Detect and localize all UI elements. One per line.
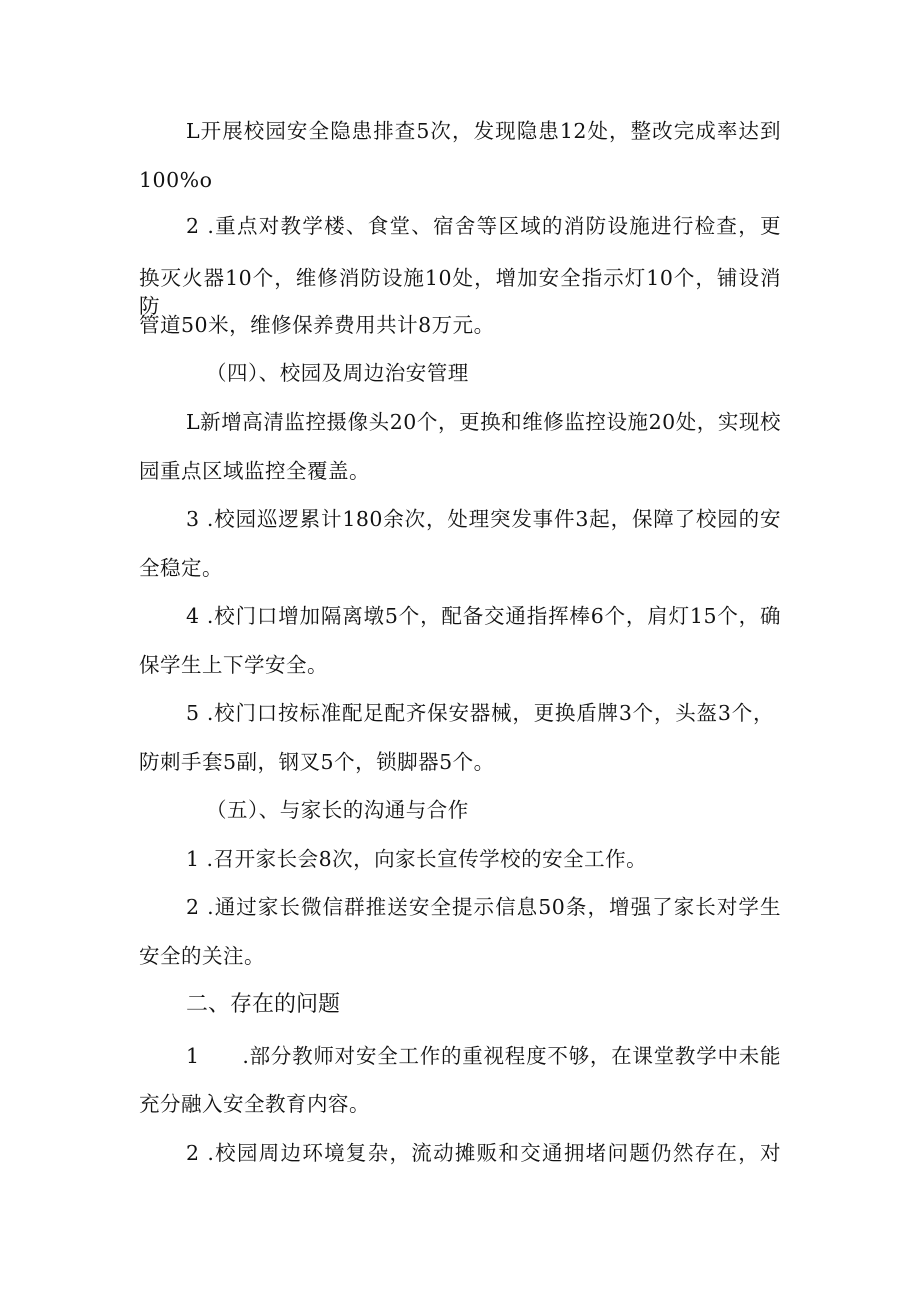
paragraph-line: 园重点区域监控全覆盖。	[139, 459, 370, 483]
section-title: （四）、校园及周边治安管理	[206, 361, 469, 385]
paragraph-line: 3 .校园巡逻累计180余次，处理突发事件3起，保障了校园的安	[186, 507, 781, 531]
paragraph-line: 2 .重点对教学楼、食堂、宿舍等区域的消防设施进行检查，更	[186, 214, 781, 238]
paragraph-line: L新增高清监控摄像头20个，更换和维修监控设施20处，实现校	[186, 410, 781, 434]
paragraph-line: 4 .校门口增加隔离墩5个，配备交通指挥棒6个，肩灯15个，确	[186, 604, 781, 628]
paragraph-line: 2 .校园周边环境复杂，流动摊贩和交通拥堵问题仍然存在，对	[186, 1141, 781, 1165]
paragraph-line: 5 .校门口按标准配足配齐保安器械，更换盾牌3个，头盔3个，	[186, 701, 774, 725]
paragraph-line: 全稳定。	[139, 556, 223, 580]
paragraph-line: L开展校园安全隐患排查5次，发现隐患12处，整改完成率达到	[186, 119, 781, 143]
paragraph-line: 1 .召开家长会8次，向家长宣传学校的安全工作。	[186, 847, 648, 871]
paragraph-line: 2 .通过家长微信群推送安全提示信息50条，增强了家长对学生	[186, 895, 781, 919]
paragraph-line: 充分融入安全教育内容。	[139, 1092, 370, 1116]
paragraph-line: 保学生上下学安全。	[139, 653, 328, 677]
section-heading: 二、存在的问题	[186, 992, 341, 1017]
paragraph-line: 100%o	[139, 168, 213, 192]
paragraph-line: 管道50米，维修保养费用共计8万元。	[139, 313, 495, 337]
paragraph-line: 换灭火器10个，维修消防设施10处，增加安全指示灯10个，铺设消防	[139, 266, 781, 318]
paragraph-line: 安全的关注。	[139, 944, 265, 968]
section-title: （五）、与家长的沟通与合作	[206, 798, 469, 822]
paragraph-line: 防刺手套5副，钢叉5个，锁脚器5个。	[139, 750, 495, 774]
paragraph-line: 1 .部分教师对安全工作的重视程度不够，在课堂教学中未能	[186, 1044, 781, 1068]
